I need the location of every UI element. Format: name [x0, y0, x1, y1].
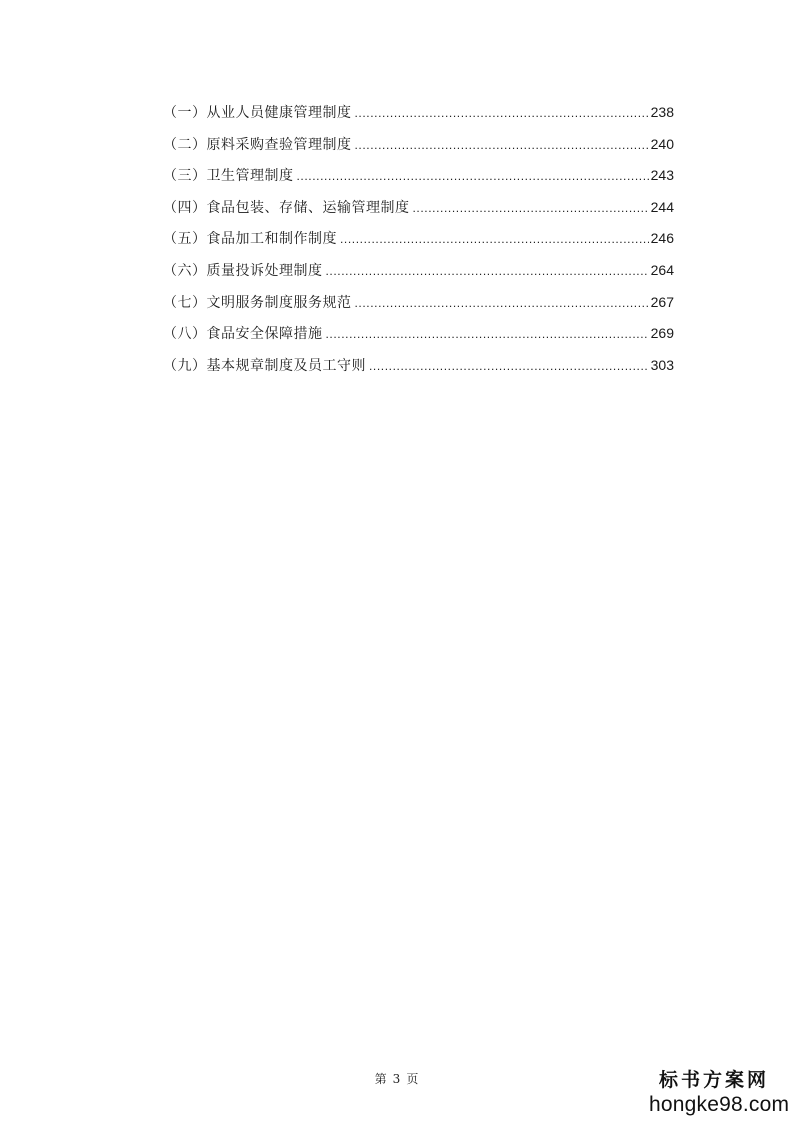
toc-entry-page: 267	[650, 293, 674, 310]
toc-dot-leader	[369, 355, 649, 377]
toc-entry-title: （六）质量投诉处理制度	[163, 262, 323, 279]
toc-entry[interactable]	[163, 227, 674, 259]
site-watermark	[649, 1068, 790, 1118]
footer-page-number: 3	[392, 1072, 401, 1086]
toc-entry-page: 240	[650, 135, 674, 152]
toc-dot-leader	[355, 292, 649, 314]
toc-entry[interactable]	[163, 354, 674, 386]
footer-suffix: 页	[406, 1072, 419, 1086]
toc-entry-page: 303	[650, 356, 674, 373]
toc-dot-leader	[326, 323, 649, 345]
toc-entry[interactable]	[163, 164, 674, 196]
toc-dot-leader	[413, 197, 649, 219]
toc-dot-leader	[355, 134, 649, 156]
watermark-domain: hongke98.com	[649, 1093, 790, 1116]
toc-entry-title: （二）原料采购查验管理制度	[163, 136, 352, 153]
toc-entry-page: 244	[650, 198, 674, 215]
toc-dot-leader	[355, 102, 649, 124]
toc-entry[interactable]	[163, 291, 674, 323]
toc-entry[interactable]	[163, 196, 674, 228]
toc-entry-page: 246	[650, 230, 674, 247]
toc-entry[interactable]	[163, 101, 674, 133]
toc-entry-title: （五）食品加工和制作制度	[163, 231, 337, 248]
toc-entry[interactable]	[163, 133, 674, 165]
toc-dot-leader	[297, 165, 649, 187]
watermark-chinese: 标书方案网	[658, 1069, 769, 1091]
toc-entry-title: （三）卫生管理制度	[163, 168, 294, 185]
toc-entry-title: （九）基本规章制度及员工守则	[163, 357, 366, 374]
toc-entry[interactable]	[163, 259, 674, 291]
toc-entry[interactable]	[163, 322, 674, 354]
toc-entry-page: 243	[650, 167, 674, 184]
toc-entry-page: 269	[650, 325, 674, 342]
footer-prefix: 第	[374, 1072, 387, 1086]
toc-entry-title: （四）食品包装、存储、运输管理制度	[163, 199, 410, 216]
toc-dot-leader	[326, 260, 649, 282]
toc-dot-leader	[340, 228, 649, 250]
toc-entry-title: （八）食品安全保障措施	[163, 326, 323, 343]
toc-entry-title: （一）从业人员健康管理制度	[163, 105, 352, 121]
toc-entry-page: 264	[650, 261, 674, 278]
toc-entry-page: 238	[650, 104, 674, 120]
toc-entry-title: （七）文明服务制度服务规范	[163, 294, 352, 311]
table-of-contents	[163, 101, 674, 385]
